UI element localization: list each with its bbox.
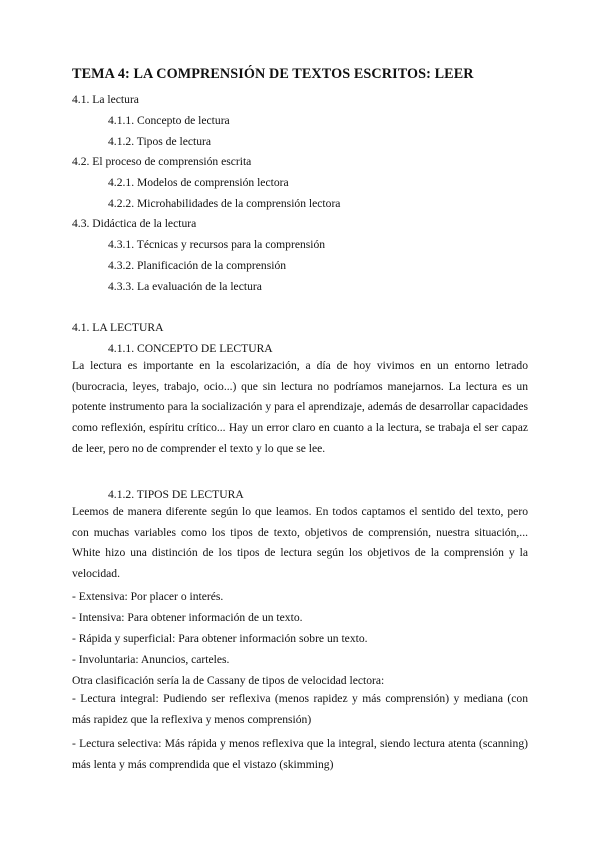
toc-item-4-3-1: 4.3.1. Técnicas y recursos para la comprensión [108,238,326,251]
toc-item-4-2-2: 4.2.2. Microhabilidades de la comprensión lectora [108,197,341,210]
toc-item-4-3-3: 4.3.3. La evaluación de la lectura [108,280,262,293]
toc-item-4-1-2: 4.1.2. Tipos de lectura [108,135,212,148]
toc-item-4-1-1: 4.1.1. Concepto de lectura [108,114,230,127]
cassany-item-integral: - Lectura integral: Pudiendo ser reflexiva (menos rapidez y más comprensión) y mediana (con más rapidez que la reflexiva y menos comprensión) [72,692,528,726]
list-item-rapida: - Rápida y superficial: Para obtener información sobre un texto. [72,632,368,645]
section-heading-la-lectura: 4.1. LA LECTURA [72,321,164,334]
cassany-intro: Otra clasificación sería la de Cassany de tipos de velocidad lectora: [72,674,385,687]
cassany-item-selectiva: - Lectura selectiva: Más rápida y menos reflexiva que la integral, siendo lectura atenta (scanning) más lenta y más comprendida que el vistazo (skimming) [72,737,528,771]
subsection-heading-concepto: 4.1.1. CONCEPTO DE LECTURA [108,342,273,355]
toc-item-4-3: 4.3. Didáctica de la lectura [72,217,197,230]
subsection-heading-tipos: 4.1.2. TIPOS DE LECTURA [108,488,244,501]
paragraph-concepto: La lectura es importante en la escolarización, a día de hoy vivimos en un entorno letrado (burocracia, leyes, trabajo, ocio...) que sin lectura no podríamos manejarnos. La lectura es un potente instrumento para la socialización y para el aprendizaje, además de desarrollar capacidades como reflexión, espíritu crítico... Hay un error claro en cuanto a la lectura, se trabaja el ser capaz de leer, pero no de comprender el texto y lo que se lee. [72,359,528,455]
list-item-intensiva: - Intensiva: Para obtener información de un texto. [72,611,303,624]
toc-item-4-3-2: 4.3.2. Planificación de la comprensión [108,259,287,272]
toc-item-4-1: 4.1. La lectura [72,93,139,106]
list-item-extensiva: - Extensiva: Por placer o interés. [72,590,224,603]
toc-item-4-2: 4.2. El proceso de comprensión escrita [72,155,252,168]
paragraph-tipos: Leemos de manera diferente según lo que leamos. En todos captamos el sentido del texto, pero con muchas variables como los tipos de texto, objetivos de comprensión, nuestra situación,... White hizo una distinción de los tipos de lectura según los objetivos de la comprensión y la velocidad. [72,505,528,581]
toc-item-4-2-1: 4.2.1. Modelos de comprensión lectora [108,176,289,189]
document-title: TEMA 4: LA COMPRENSIÓN DE TEXTOS ESCRITOS: LEER [72,66,474,82]
list-item-involuntaria: - Involuntaria: Anuncios, carteles. [72,653,230,666]
